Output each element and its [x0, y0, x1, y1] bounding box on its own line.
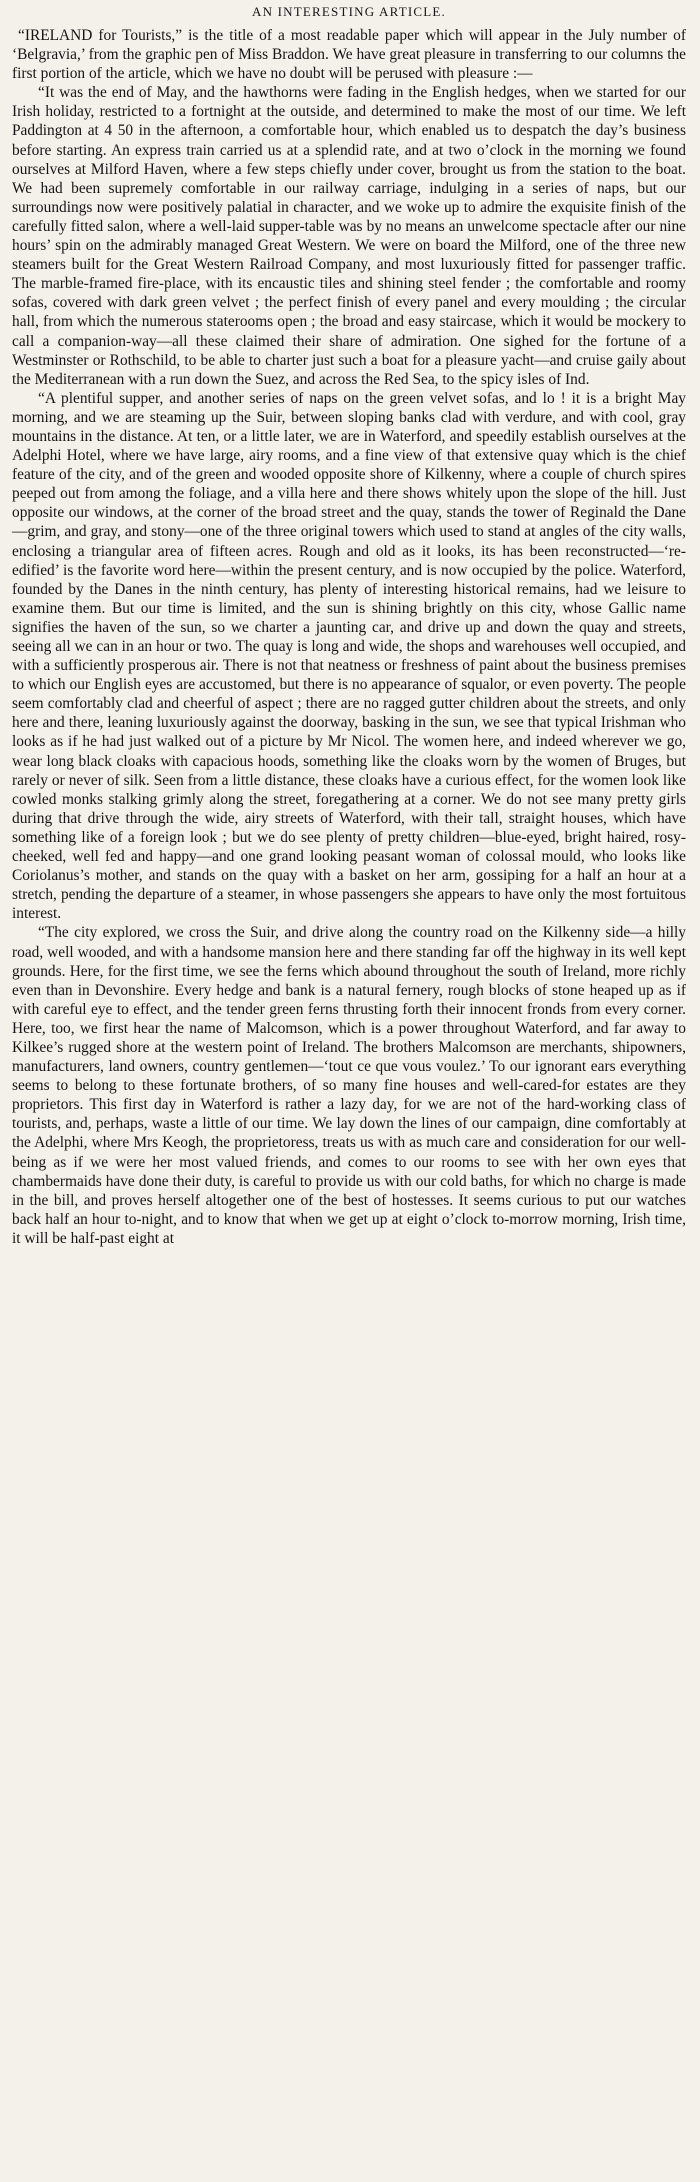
article-paragraph-3: “The city explored, we cross the Suir, and drive along the country road on the Kilkenny side—a hilly road, well wooded, and with a handsome mansion here and there standing far off the highway in its well kept grounds. Here, for the first time, we see the ferns which abound throughout the south of Ireland, more richly even than in Devonshire. Every hedge and bank is a natural fernery, rough blocks of stone heaped up as if with careful eye to effect, and the tender green ferns thrusting forth their innocent fronds from every corner. Here, too, we first hear the name of Malcomson, which is a power throughout Waterford, and far away to Kilkee’s rugged shore at the western point of Ireland. The brothers Malcomson are merchants, shipowners, manufacturers, land owners, country gentlemen—‘tout ce que vous voulez.’ To our ignorant ears everything seems to belong to these fortunate brothers, of so many fine houses and well-cared-for estates are they proprietors. This first day in Waterford is rather a lazy day, for we are not of the hard-working class of tourists, and, perhaps, waste a little of our time. We lay down the lines of our campaign, dine comfortably at the Adelphi, where Mrs Keogh, the proprietoress, treats us with as much care and consideration for our well-being as if we were her most valued friends, and comes to our rooms to see with her own eyes that chambermaids have done their duty, is careful to provide us with our cold baths, for which no charge is made in the bill, and proves herself altogether one of the best of hostesses. It seems curious to put our watches back half an hour to-night, and to know that when we get up at eight o’clock to-morrow morning, Irish time, it will be half-past eight at — [12, 924, 686, 1247]
article-heading: AN INTERESTING ARTICLE. — [252, 4, 446, 19]
article-paragraph-1: “It was the end of May, and the hawthorns were fading in the English hedges, when we started for our Irish holiday, restricted to a fortnight at the outside, and determined to make the most of our time. We left Paddington at 4 50 in the afternoon, a comfortable hour, which enabled us to despatch the day’s business before starting. An express train carried us at a splendid rate, and at two o’clock in the morning we found ourselves at Milford Haven, where a few steps chiefly under cover, brought us from the station to the boat. We had been supremely comfortable in our railway carriage, indulging in a series of naps, but our surroundings now were positively palatial in character, and we woke up to admire the exquisite finish of the carefully fitted salon, where a well-laid supper-table was by no means an unwelcome spectacle after our nine hours’ spin on the admirably managed Great Western. We were on board the Milford, one of the three new steamers built for the Great Western Railroad Company, and most luxuriously fitted for passenger traffic. The marble-framed fire-place, with its encaustic tiles and shining steel fender ; the comfortable and roomy sofas, covered with dark green velvet ; the perfect finish of every panel and every moulding ; the circular hall, from which the numerous staterooms open ; the broad and easy staircase, which it would be mockery to call a companion-way—all these claimed their share of admiration. One sighed for the fortune of a Westminster or Rothschild, to be able to charter just such a boat for a pleasure yacht—and cruise gaily about the Mediterranean with a run down the Suez, and across the Red Sea, to the spicy isles of Ind. — [12, 84, 686, 388]
article-intro: “IRELAND for Tourists,” is the title of a most readable paper which will appear in the July number of ‘Belgravia,’ from the graphic pen of Miss Braddon. We have great pleasure in transferring to our columns the first portion of the article, which we have no doubt will be perused with pleasure :— — [12, 27, 686, 83]
article-paragraph-2: “A plentiful supper, and another series of naps on the green velvet sofas, and lo ! it is a bright May morning, and we are steaming up the Suir, between sloping banks clad with verdure, and with cool, gray mountains in the distance. At ten, or a little later, we are in Waterford, and speedily establish ourselves at the Adelphi Hotel, where we have large, airy rooms, and a fine view of that extensive quay which is the chief feature of the city, and of the green and wooded opposite shore of Kilkenny, where a couple of church spires peeped out from among the foliage, and a villa here and there shows whitely upon the slope of the hill. Just opposite our windows, at the corner of the broad street and the quay, stands the tower of Reginald the Dane—grim, and gray, and stony—one of the three original towers which used to stand at angles of the city walls, enclosing a triangular area of fifteen acres. Rough and old as it looks, its has been reconstructed—‘re-edified’ is the favorite word here—within the present century, and is now occupied by the police. Waterford, founded by the Danes in the ninth century, has plenty of interesting historical remains, had we leisure to examine them. But our time is limited, and the sun is shining brightly on this city, whose Gallic name signifies the haven of the sun, so we charter a jaunting car, and drive up and down the quay and streets, seeing all we can in an hour or two. The quay is long and wide, the shops and warehouses well occupied, and with a sufficiently prosperous air. There is not that neatness or freshness of paint about the business premises to which our English eyes are accustomed, but there is no appearance of squalor, or even poverty. The people seem comfortably clad and cheerful of aspect ; there are no ragged gutter children about the streets, and only here and there, leaning luxuriously against the doorway, basking in the sun, we see that typical Irishman who looks as if he had just walked out of a picture by Mr Nicol. The women here, and indeed wherever we go, wear long black cloaks with capacious hoods, something like the cloaks worn by the women of Bruges, but rarely or never of silk. Seen from a little distance, these cloaks have a curious effect, for the women look like cowled monks stalking grimly along the street, foregathering at a corner. We do not see many pretty girls during that drive through the wide, airy streets of Waterford, with their tall, straight houses, which have something like of a foreign look ; but we do see plenty of pretty children—blue-eyed, bright haired, rosy-cheeked, well fed and happy—and one grand looking peasant woman of colossal mould, who looks like Coriolanus’s mother, and stands on the quay with a basket on her arm, gossiping for a half an hour at a stretch, pending the departure of a steamer, in whose passengers she appears to have only the most fortuitous interest. — [12, 389, 686, 923]
